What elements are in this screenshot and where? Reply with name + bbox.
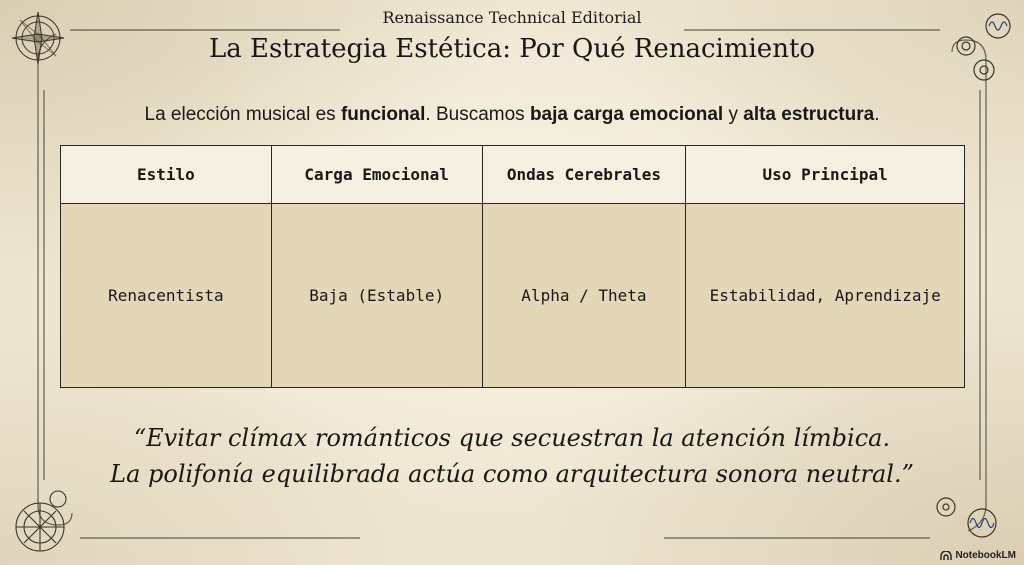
table-cell: Baja (Estable) xyxy=(271,204,482,388)
lead-sentence xyxy=(0,104,1024,126)
lead-text: La elección musical es xyxy=(144,104,341,125)
closing-quote xyxy=(0,420,1024,492)
quote-line: La polifonía equilibrada actúa como arquitectura sonora neutral.” xyxy=(110,460,914,488)
quote-line: “Evitar clímax románticos que secuestran la atención límbica. xyxy=(133,424,891,452)
lead-text: y xyxy=(723,104,744,125)
column-header-carga-emocional: Carga Emocional xyxy=(271,146,482,204)
column-header-estilo: Estilo xyxy=(61,146,272,204)
lead-emphasis: funcional xyxy=(340,104,426,125)
gears-and-wave-icon xyxy=(932,487,1002,547)
column-header-ondas-cerebrales: Ondas Cerebrales xyxy=(482,146,686,204)
notebooklm-logo-icon xyxy=(940,551,952,561)
table-row xyxy=(61,204,965,388)
table-cell: Alpha / Theta xyxy=(482,204,686,388)
table-cell: Estabilidad, Aprendizaje xyxy=(686,204,965,388)
notebooklm-brand xyxy=(940,550,1016,561)
music-style-table xyxy=(60,145,965,388)
lead-emphasis: alta estructura xyxy=(743,104,875,125)
lead-emphasis: baja carga emocional xyxy=(529,104,724,125)
lead-text: . xyxy=(874,104,880,125)
table-header-row xyxy=(61,146,965,204)
lead-text: . Buscamos xyxy=(425,104,530,125)
table-cell: Renacentista xyxy=(61,204,272,388)
column-header-uso-principal: Uso Principal xyxy=(686,146,965,204)
brand-label: NotebookLM xyxy=(955,550,1016,561)
astrolabe-icon xyxy=(6,487,76,557)
page-title: La Estrategia Estética: Por Qué Renacimiento xyxy=(208,34,816,64)
publication-eyebrow: Renaissance Technical Editorial xyxy=(382,8,642,27)
